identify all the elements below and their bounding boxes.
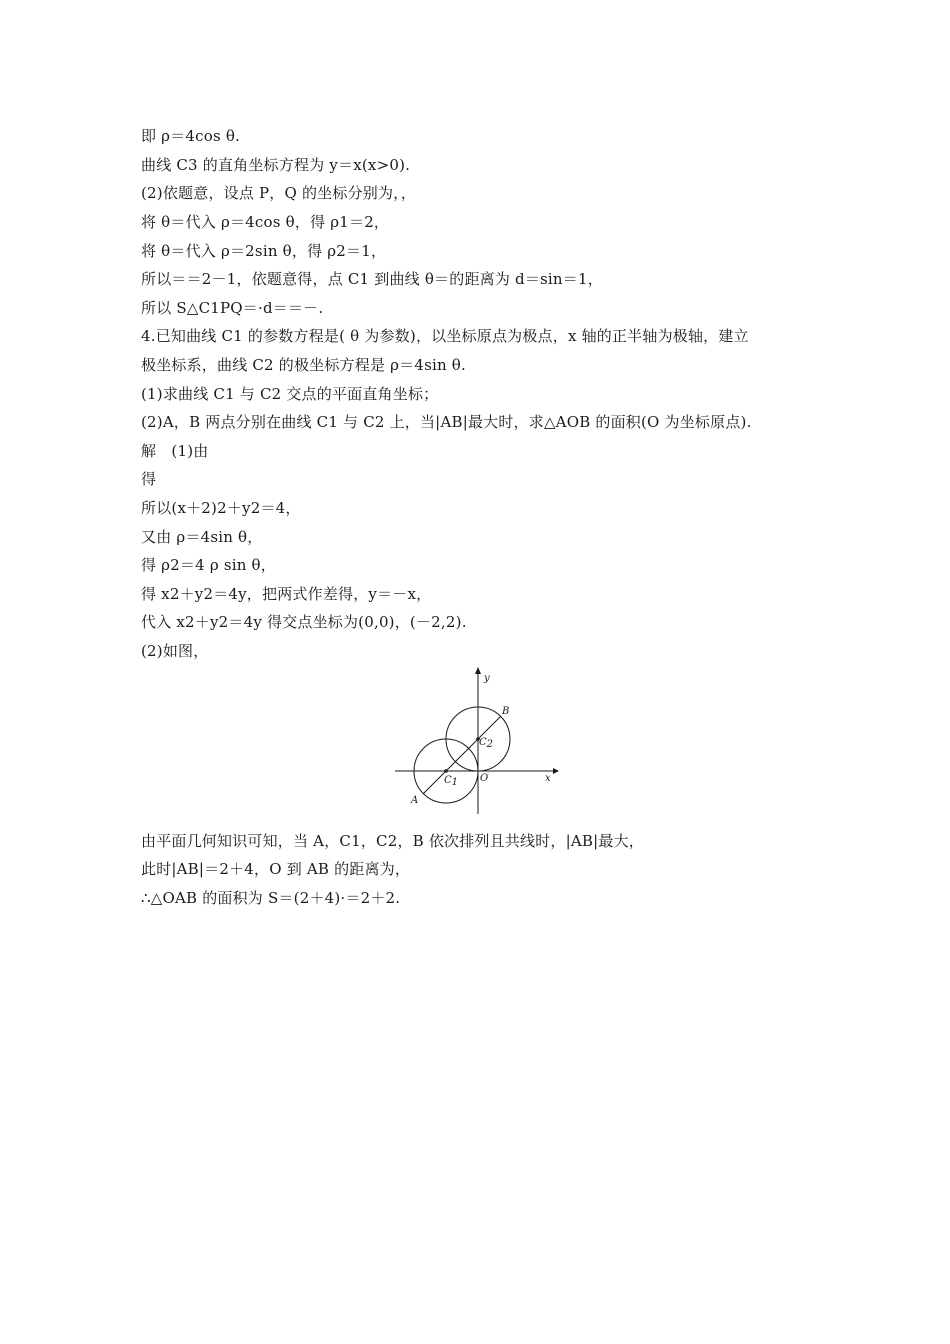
text-line: 曲线 C3 的直角坐标方程为 y＝x(x>0). bbox=[141, 156, 411, 174]
text-line: 得 ρ2＝4 ρ sin θ， bbox=[141, 556, 276, 574]
y-axis-arrow bbox=[475, 667, 481, 674]
text-line: (2)如图， bbox=[141, 642, 209, 660]
label-b: B bbox=[502, 706, 510, 717]
text-line: 极坐标系，曲线 C2 的极坐标方程是 ρ＝4sin θ. bbox=[141, 356, 467, 374]
text-line: ∴△OAB 的面积为 S＝(2＋4)·＝2＋2. bbox=[141, 889, 401, 907]
label-c1: C1 bbox=[444, 775, 459, 788]
text-line: 将 θ＝代入 ρ＝2sin θ，得 ρ2＝1， bbox=[141, 242, 387, 260]
segment-ab bbox=[423, 716, 501, 794]
text-line: 将 θ＝代入 ρ＝4cos θ，得 ρ1＝2， bbox=[141, 213, 390, 231]
text-line: 又由 ρ＝4sin θ， bbox=[141, 528, 263, 546]
text-line: 4.已知曲线 C1 的参数方程是( θ 为参数)，以坐标原点为极点，x 轴的正半轴为极轴，建立 bbox=[141, 327, 749, 345]
text-line: (2)A，B 两点分别在曲线 C1 与 C2 上，当|AB|最大时，求△AOB 的面积(O 为坐标原点). bbox=[141, 413, 752, 431]
label-a: A bbox=[411, 795, 419, 806]
label-y: y bbox=[484, 673, 490, 684]
x-axis-arrow bbox=[553, 768, 559, 774]
text-line: (1)求曲线 C1 与 C2 交点的平面直角坐标； bbox=[141, 385, 439, 403]
label-o: O bbox=[480, 773, 489, 784]
circles-diagram bbox=[389, 664, 567, 820]
text-line: (2)依题意，设点 P，Q 的坐标分别为，， bbox=[141, 184, 417, 202]
text-line: 此时|AB|＝2＋4，O 到 AB 的距离为， bbox=[141, 860, 411, 878]
text-line: 所以 S△C1PQ＝·d＝＝－. bbox=[141, 299, 324, 317]
text-line: 所以(x＋2)2＋y2＝4， bbox=[141, 499, 301, 517]
text-line: 由平面几何知识可知，当 A，C1，C2，B 依次排列且共线时，|AB|最大， bbox=[141, 832, 644, 850]
label-x: x bbox=[545, 773, 551, 784]
center-c1 bbox=[444, 769, 448, 773]
text-line: 所以＝＝2－1，依题意得，点 C1 到曲线 θ＝的距离为 d＝sin＝1， bbox=[141, 270, 603, 288]
label-c2: C2 bbox=[479, 737, 494, 750]
text-line: 得 x2＋y2＝4y，把两式作差得，y＝－x， bbox=[141, 585, 432, 603]
text-line: 代入 x2＋y2＝4y 得交点坐标为(0,0)，(－2,2). bbox=[141, 613, 467, 631]
text-line: 即 ρ＝4cos θ. bbox=[141, 127, 241, 145]
text-line: 得 bbox=[141, 470, 157, 488]
geometry-figure bbox=[389, 664, 567, 820]
text-line: 解 (1)由 bbox=[141, 442, 209, 460]
